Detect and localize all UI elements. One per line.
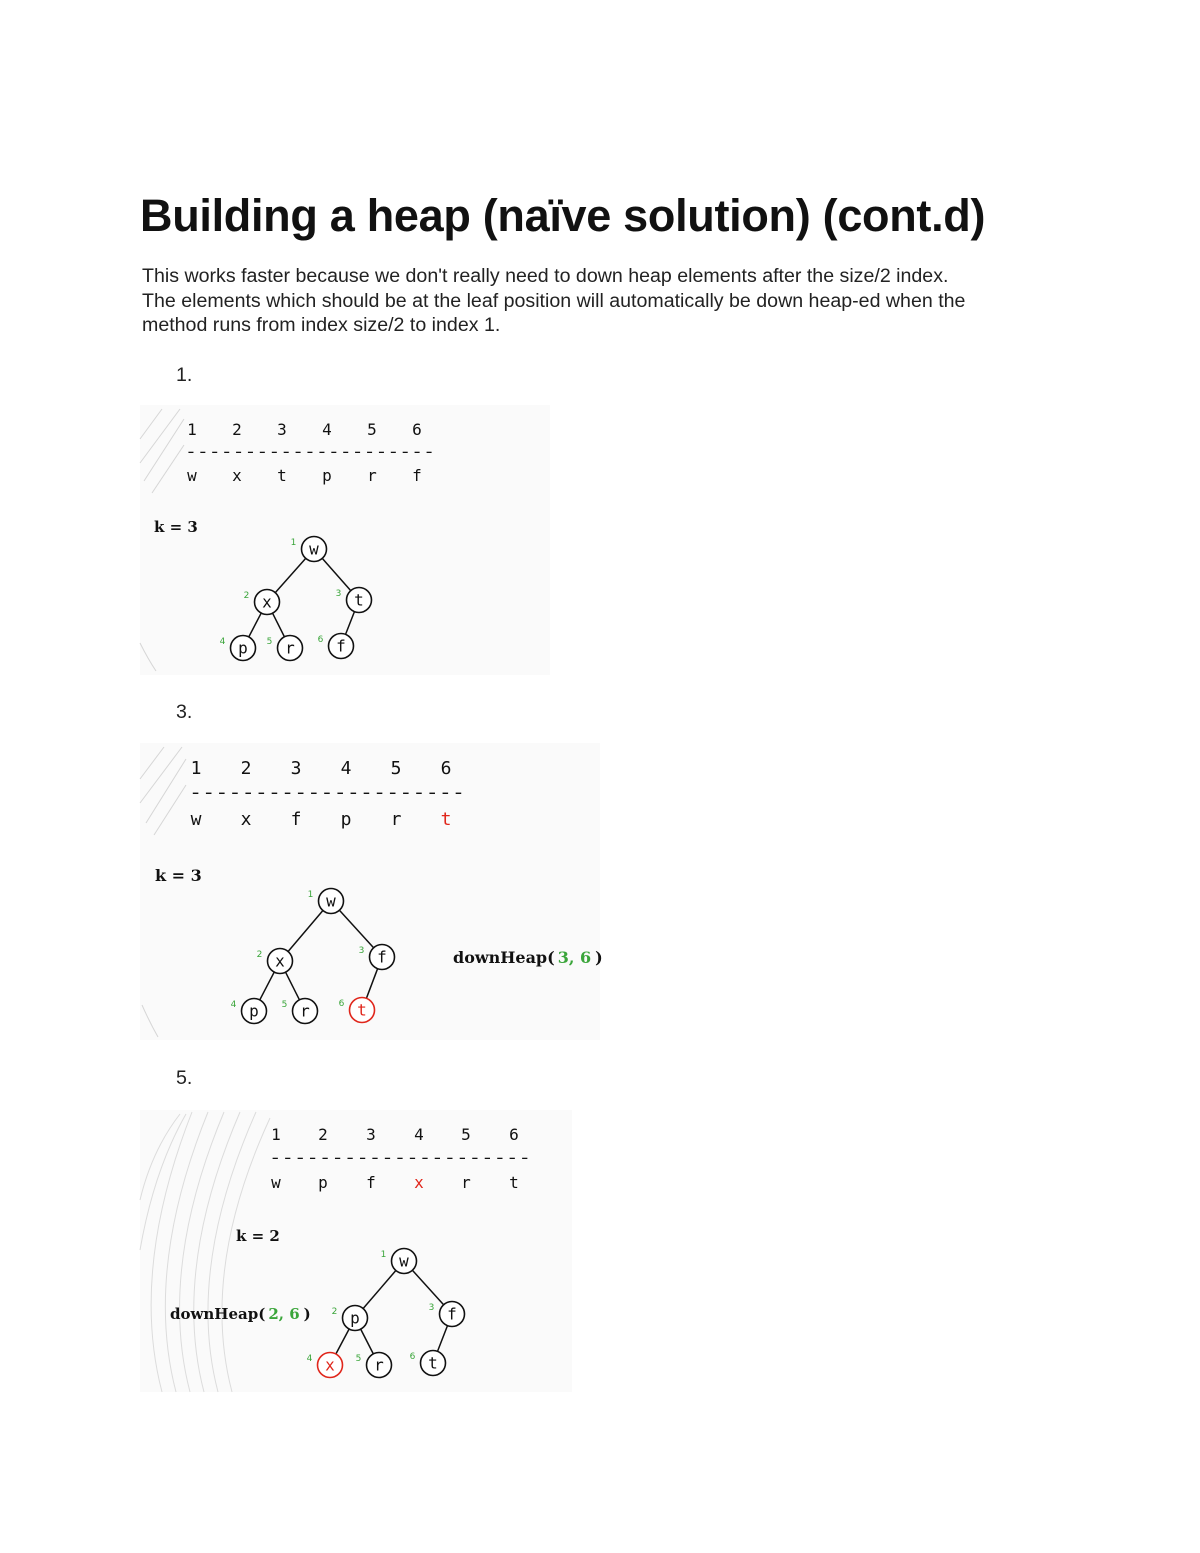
- array-index: 5: [461, 1125, 471, 1144]
- downheap-name: downHeap(: [453, 948, 555, 967]
- tree-node-label: t: [428, 1353, 438, 1373]
- k-label: k = 2: [236, 1227, 280, 1245]
- array-value: r: [367, 466, 377, 485]
- index-row: [187, 420, 422, 439]
- array-index: 6: [412, 420, 422, 439]
- tree-node-label: x: [325, 1355, 335, 1375]
- tree-edge: [438, 1326, 448, 1352]
- index-row: [191, 758, 452, 779]
- tree: [220, 537, 372, 661]
- tree-index-label: 6: [338, 999, 345, 1009]
- array-index: 4: [340, 758, 352, 779]
- step-number-5: 5.: [176, 1067, 193, 1089]
- array-value: f: [366, 1173, 376, 1192]
- tree-edge: [366, 969, 377, 999]
- array-index: 1: [187, 420, 197, 439]
- array-value: f: [290, 809, 302, 830]
- background-arcs: [140, 747, 186, 1037]
- array-index: 6: [509, 1125, 519, 1144]
- array-row: [271, 1173, 519, 1192]
- tree-index-label: 2: [256, 950, 263, 960]
- tree-edge: [275, 558, 305, 592]
- array-index: 2: [240, 758, 252, 779]
- array-value: x: [414, 1173, 424, 1192]
- array-row: [187, 466, 422, 485]
- tree-index-label: 5: [355, 1354, 362, 1364]
- array-index: 5: [367, 420, 377, 439]
- intro-line-3: method runs from index size/2 to index 1.: [142, 314, 501, 337]
- array-index: 5: [390, 758, 402, 779]
- tree: [307, 1249, 465, 1378]
- tree-index-label: 5: [266, 637, 273, 647]
- tree-edge: [273, 613, 285, 637]
- tree-node-label: f: [447, 1304, 457, 1324]
- downheap-call: [453, 948, 603, 967]
- array-value: p: [340, 809, 352, 830]
- array-value: w: [187, 466, 197, 485]
- array-divider: ---------------------: [185, 442, 435, 461]
- tree-node-label: p: [350, 1308, 360, 1328]
- tree-edge: [412, 1270, 443, 1304]
- intro-line-2: The elements which should be at the leaf position will automatically be down heap-ed when the: [142, 289, 966, 312]
- downheap-close: ): [595, 948, 603, 967]
- downheap-args: 3, 6: [557, 948, 592, 967]
- array-value: f: [412, 466, 422, 485]
- array-divider: ---------------------: [189, 782, 465, 803]
- heap-figure-step-1: [140, 405, 550, 675]
- tree-node-label: x: [275, 951, 285, 971]
- tree-node-label: t: [357, 1000, 367, 1020]
- downheap-close: ): [303, 1305, 311, 1323]
- tree-node-label: t: [354, 590, 364, 610]
- tree-node-label: f: [377, 947, 387, 967]
- tree-node-label: w: [399, 1251, 409, 1271]
- heap-diagram: [140, 405, 550, 675]
- array-index: 3: [366, 1125, 376, 1144]
- k-label: k = 3: [155, 866, 202, 885]
- index-row: [271, 1125, 519, 1144]
- array-value: x: [232, 466, 242, 485]
- background-arcs: [140, 1112, 270, 1392]
- array-value: t: [440, 809, 452, 830]
- step-number-1: 1.: [176, 364, 193, 386]
- tree-index-label: 1: [290, 538, 297, 548]
- heap-figure-step-5: [140, 1110, 572, 1392]
- array-index: 3: [290, 758, 302, 779]
- step-number-3: 3.: [176, 701, 193, 723]
- heap-figure-step-3: [140, 743, 603, 1040]
- tree-index-label: 2: [243, 591, 250, 601]
- array-divider: ---------------------: [269, 1148, 531, 1167]
- tree-edge: [363, 1270, 396, 1308]
- array-value: w: [271, 1173, 281, 1192]
- array-index: 4: [322, 420, 332, 439]
- heap-diagram: [140, 1110, 572, 1392]
- tree-node-label: w: [309, 539, 319, 559]
- array-index: 1: [271, 1125, 281, 1144]
- array-value: p: [318, 1173, 328, 1192]
- page-title: Building a heap (naïve solution) (cont.d): [140, 190, 986, 241]
- tree-index-label: 1: [380, 1250, 387, 1260]
- tree-edge: [260, 972, 274, 1000]
- array-index: 1: [190, 758, 202, 779]
- array-value: p: [322, 466, 332, 485]
- tree-index-label: 6: [409, 1352, 416, 1362]
- tree-node-label: r: [300, 1001, 310, 1021]
- tree-index-label: 3: [428, 1303, 435, 1313]
- tree-node-label: p: [238, 638, 248, 658]
- background-arcs: [140, 409, 184, 671]
- k-label: k = 3: [154, 518, 198, 536]
- tree-index-label: 3: [358, 946, 365, 956]
- tree-edge: [346, 612, 355, 635]
- tree-edge: [249, 613, 261, 637]
- array-index: 6: [440, 758, 452, 779]
- downheap-call: [170, 1305, 311, 1323]
- intro-line-1: This works faster because we don't really need to down heap elements after the size/2 index.: [142, 265, 949, 287]
- tree-edge: [322, 558, 350, 590]
- downheap-args: 2, 6: [268, 1305, 300, 1323]
- tree-node-label: p: [249, 1001, 259, 1021]
- tree: [231, 889, 395, 1024]
- tree-edge: [336, 1329, 349, 1354]
- tree-edge: [286, 972, 300, 1000]
- tree-index-label: 4: [230, 1000, 237, 1010]
- tree-node-label: r: [374, 1355, 384, 1375]
- tree-node-label: f: [336, 636, 346, 656]
- tree-index-label: 3: [335, 589, 342, 599]
- array-value: w: [190, 809, 202, 830]
- tree-edge: [361, 1329, 374, 1354]
- tree-index-label: 1: [307, 890, 314, 900]
- tree-node-label: w: [326, 891, 336, 911]
- intro-paragraph: [142, 264, 1082, 338]
- tree-index-label: 5: [281, 1000, 288, 1010]
- array-value: t: [277, 466, 287, 485]
- tree-edge: [288, 911, 323, 952]
- array-value: x: [240, 809, 252, 830]
- array-index: 2: [232, 420, 242, 439]
- array-value: r: [390, 809, 402, 830]
- tree-index-label: 2: [331, 1307, 338, 1317]
- tree-node-label: x: [262, 592, 272, 612]
- tree-index-label: 6: [317, 635, 324, 645]
- array-value: t: [509, 1173, 519, 1192]
- heap-diagram: [140, 743, 603, 1040]
- tree-node-label: r: [285, 638, 295, 658]
- array-index: 4: [414, 1125, 424, 1144]
- array-index: 3: [277, 420, 287, 439]
- tree-index-label: 4: [219, 637, 226, 647]
- array-index: 2: [318, 1125, 328, 1144]
- tree-edge: [339, 910, 373, 948]
- array-value: r: [461, 1173, 471, 1192]
- downheap-name: downHeap(: [170, 1305, 266, 1323]
- array-row: [191, 809, 452, 830]
- tree-index-label: 4: [306, 1354, 313, 1364]
